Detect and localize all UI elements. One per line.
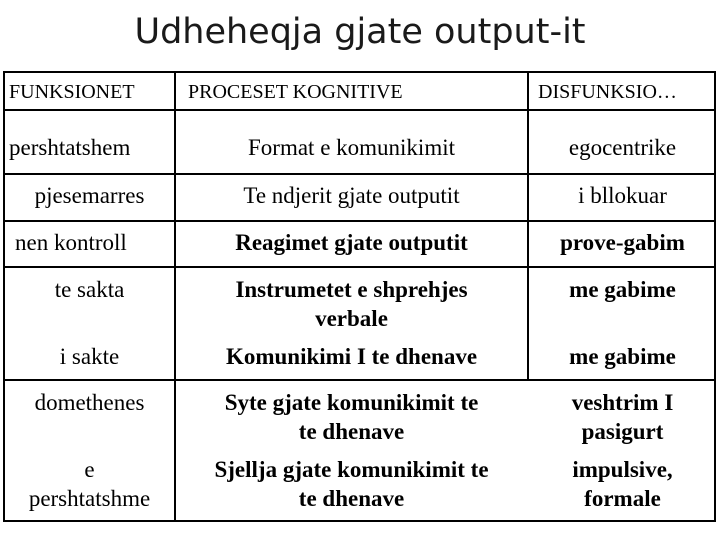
table-cell: verbale — [315, 306, 388, 331]
table-cell: e — [84, 457, 95, 482]
row-divider — [5, 220, 714, 222]
table-cell: prove-gabim — [560, 230, 685, 255]
column-divider — [527, 73, 529, 379]
table-cell: Reagimet gjate outputit — [235, 230, 468, 255]
table-cell: veshtrim I — [571, 390, 674, 415]
table-cell: nen kontroll — [15, 230, 127, 255]
table-cell: pasigurt — [581, 419, 664, 444]
table-cell: pjesemarres — [34, 183, 145, 208]
table-cell: me gabime — [569, 344, 676, 369]
table-cell: Syte gjate komunikimit te — [224, 390, 479, 415]
table-cell: te dhenave — [298, 419, 405, 444]
table-cell: formale — [584, 486, 661, 511]
row-divider — [5, 266, 714, 268]
table-cell: Sjellja gjate komunikimit te — [214, 457, 489, 482]
row-divider — [5, 109, 714, 111]
table-cell: pershtatshme — [28, 486, 151, 511]
table-cell: domethenes — [34, 390, 145, 415]
header-funksionet: FUNKSIONET — [9, 81, 135, 103]
table-cell: Format e komunikimit — [248, 135, 455, 160]
row-divider — [5, 379, 714, 381]
slide-title: Udheheqja gjate output-it — [134, 12, 586, 52]
table-cell: impulsive, — [572, 457, 673, 482]
row-divider — [5, 173, 714, 175]
table-cell: me gabime — [569, 277, 676, 302]
header-proceset-kognitive: PROCESET KOGNITIVE — [188, 81, 403, 103]
output-table — [3, 71, 716, 522]
header-disfunksio: DISFUNKSIO… — [538, 81, 677, 103]
table-cell: i bllokuar — [578, 183, 667, 208]
table-cell: te dhenave — [298, 486, 405, 511]
table-cell: Te ndjerit gjate outputit — [243, 183, 460, 208]
table-cell: te sakta — [54, 277, 125, 302]
table-cell: Komunikimi I te dhenave — [225, 344, 478, 369]
table-cell: Instrumetet e shprehjes — [235, 277, 468, 302]
table-cell: egocentrike — [568, 135, 677, 160]
table-cell: pershtatshem — [9, 135, 131, 160]
table-cell: i sakte — [59, 344, 120, 369]
